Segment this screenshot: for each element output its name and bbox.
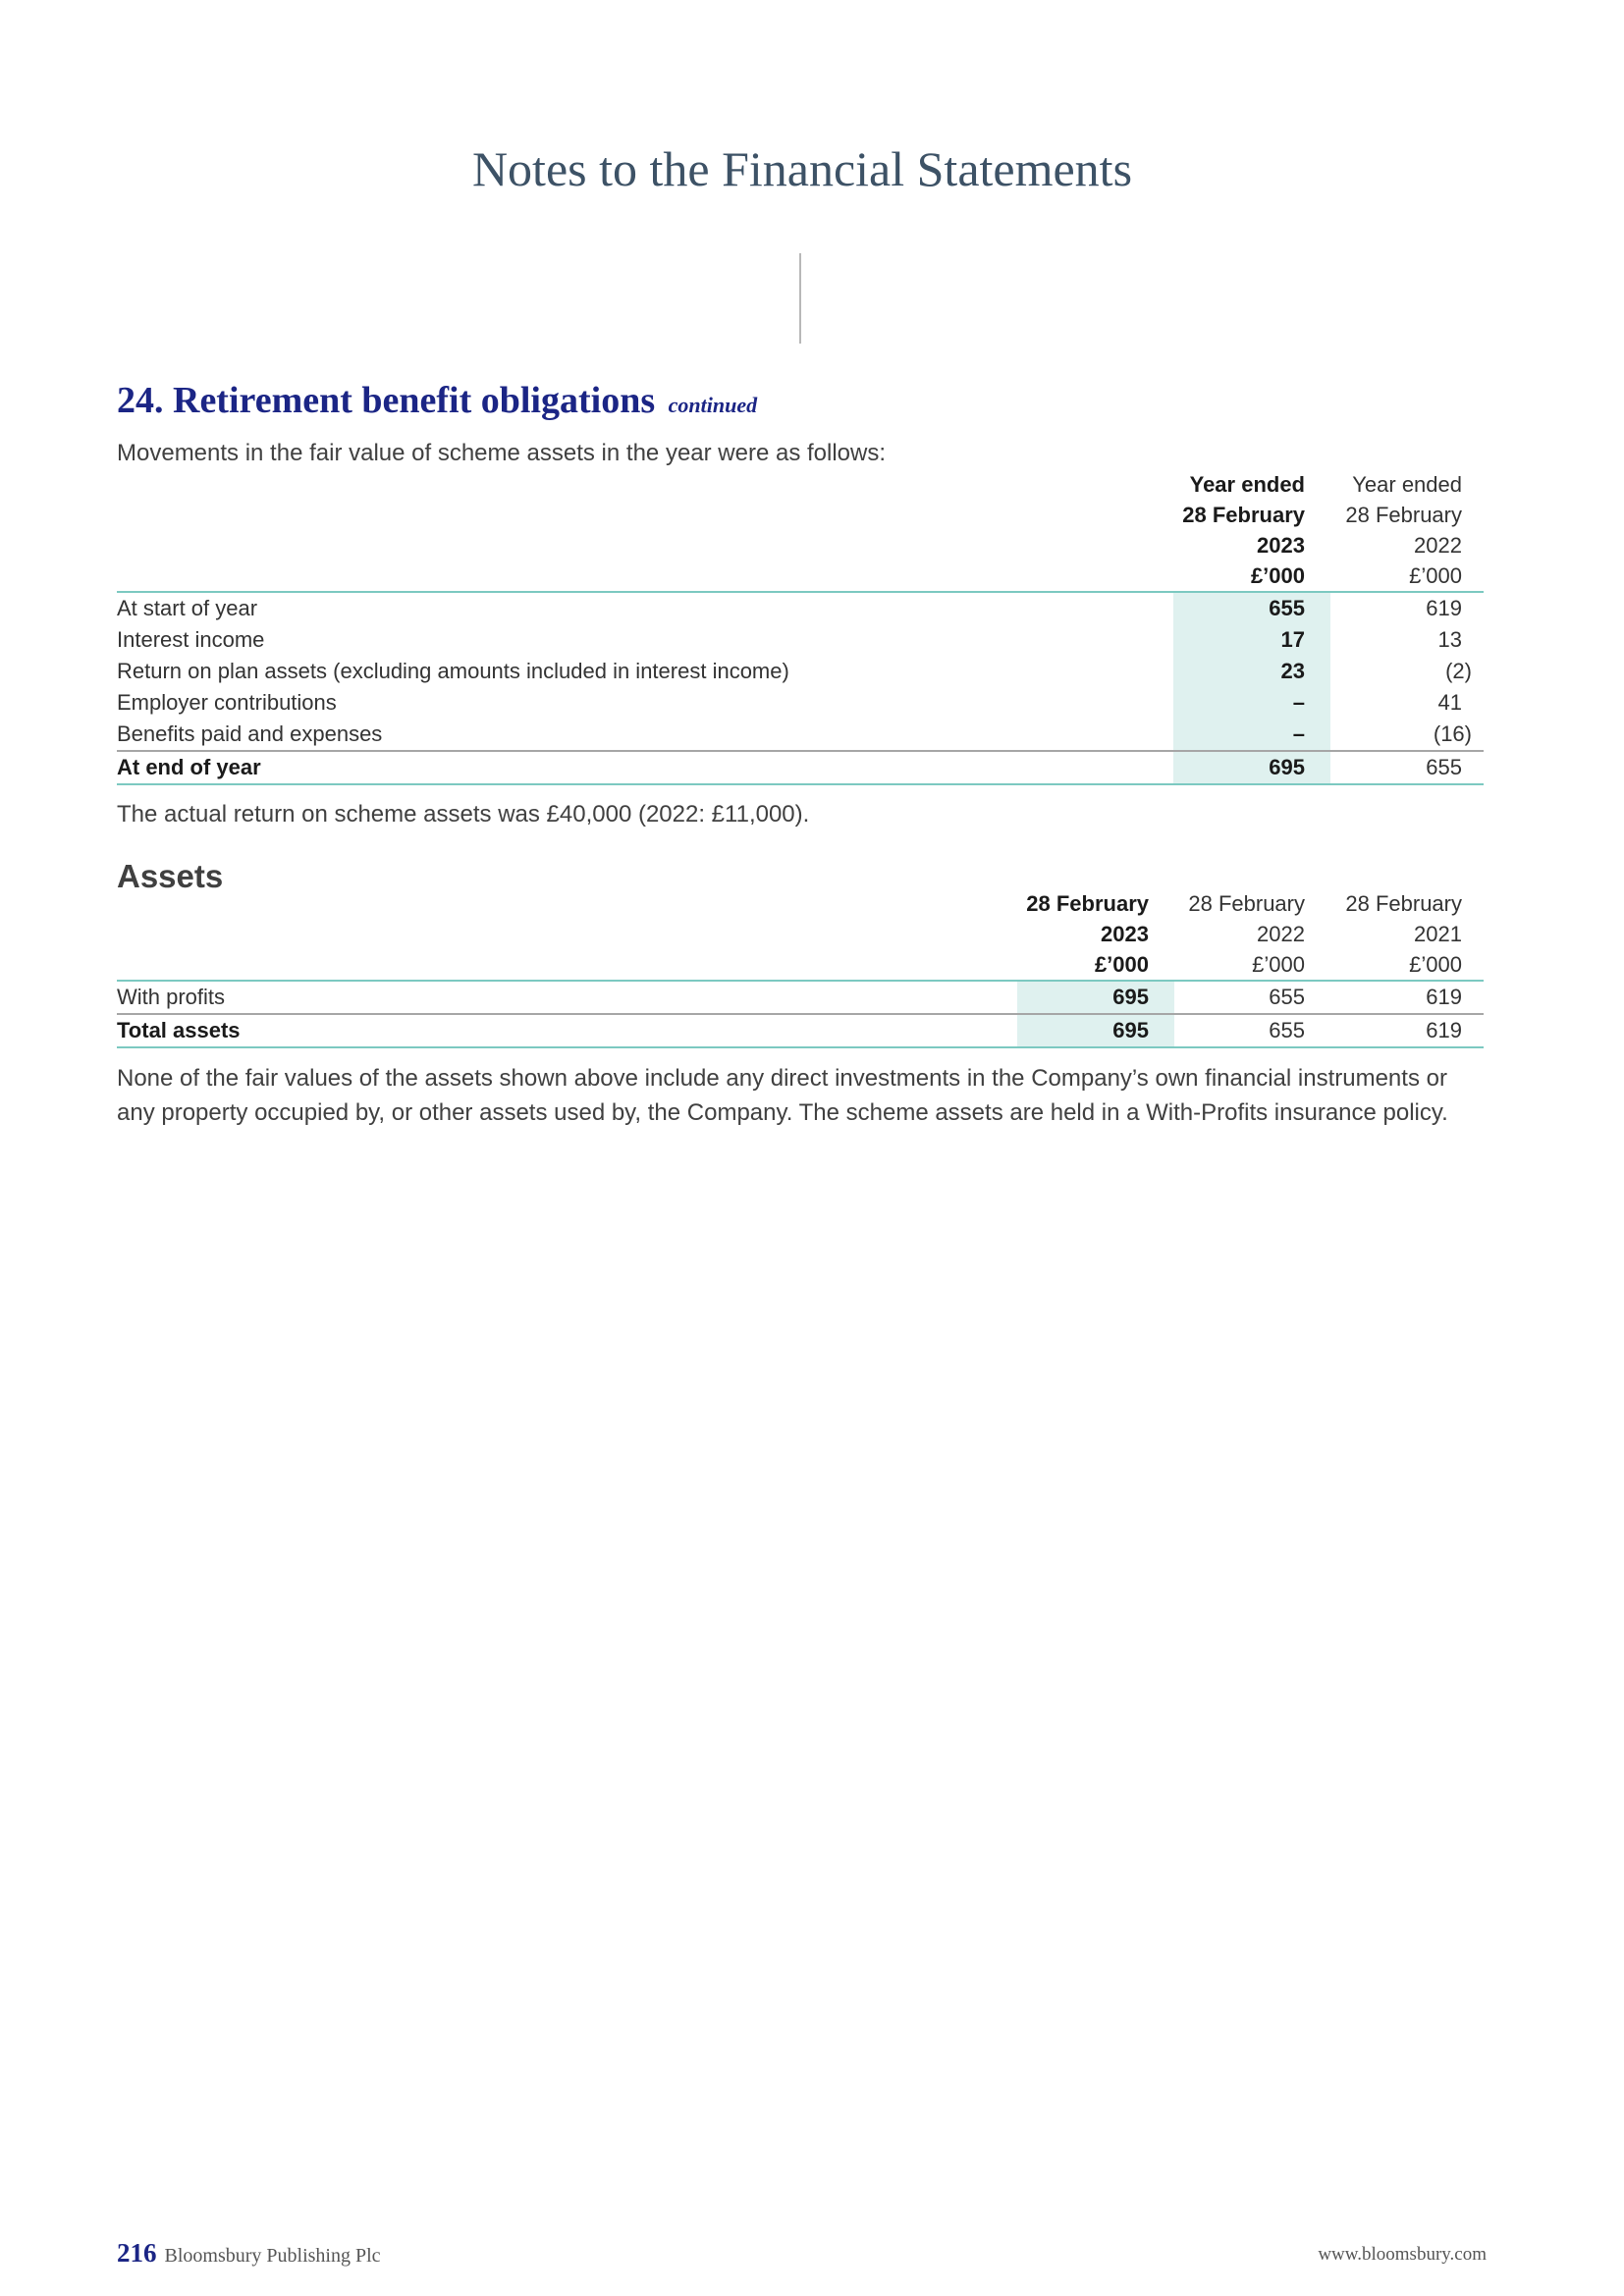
cell-value: (16) [1433,721,1472,746]
page-title: Notes to the Financial Statements [471,141,1133,196]
movements-total [117,752,1484,783]
header-divider [799,253,801,344]
column-header: £’000 [1409,563,1462,588]
table-row [117,624,1484,656]
column-header: 28 February [1345,503,1462,527]
column-header: 28 February [1345,891,1462,916]
assets-total [117,1015,1484,1046]
cell-value: 23 [1280,659,1305,683]
cell-value: 655 [1269,596,1305,620]
cell-value: 619 [1426,596,1462,620]
row-label: At start of year [117,596,258,620]
row-label: Return on plan assets (excluding amounts included in interest income) [117,659,789,683]
cell-value: – [1292,721,1305,746]
actual-return-note: The actual return on scheme assets was £40,000 (2022: £11,000). [117,801,810,828]
section-intro: Movements in the fair value of scheme assets in the year were as follows: [117,440,887,466]
movements-header [117,469,1484,591]
column-header: 28 February [1188,891,1305,916]
page-number: 216 [117,2238,157,2268]
cell-value: 17 [1280,627,1305,652]
footer-website: www.bloomsbury.com [1318,2244,1487,2265]
header-row [117,888,1484,919]
assets-header [117,888,1484,980]
header-row [117,561,1484,591]
header-row [117,500,1484,530]
row-label: With profits [117,985,226,1009]
table-row [117,719,1484,750]
movements-table [117,469,1484,785]
header-row [117,530,1484,561]
cell-value: 41 [1437,690,1462,715]
table-row [117,982,1484,1013]
column-header: 28 February [1182,503,1305,527]
assets-note: None of the fair values of the assets shown above include any direct investments in the Company’s own financial instruments or any property occupied by, or other assets used by, the Company. The scheme assets are held in a With-Profits insurance policy. [117,1065,1448,1126]
row-label: Interest income [117,627,265,652]
assets-heading: Assets [117,858,224,894]
cell-value: 695 [1112,1018,1149,1042]
row-label: At end of year [117,755,261,779]
row-label: Total assets [117,1018,241,1042]
footer-left [117,2238,381,2269]
total-row [117,752,1484,783]
column-header: 28 February [1026,891,1149,916]
cell-value: 655 [1269,985,1305,1009]
header-row [117,949,1484,980]
section-heading [117,379,757,422]
table-row [117,687,1484,719]
column-header: Year ended [1352,472,1462,497]
bottom-rule [117,1046,1484,1048]
cell-value: 619 [1426,985,1462,1009]
cell-value: 695 [1269,755,1305,779]
column-header: 2022 [1414,533,1462,558]
column-header: £’000 [1094,952,1149,977]
section-title: 24. Retirement benefit obligations [117,380,656,421]
column-header: 2021 [1414,922,1462,946]
table-row [117,593,1484,624]
bottom-rule [117,783,1484,785]
cell-value: 655 [1426,755,1462,779]
assets-table [117,888,1484,1048]
column-header: £’000 [1250,563,1305,588]
cell-value: 13 [1437,627,1462,652]
cell-value: 619 [1426,1018,1462,1042]
table-row [117,656,1484,687]
column-header: 2023 [1101,922,1149,946]
column-header: £’000 [1252,952,1305,977]
header-row [117,469,1484,500]
cell-value: – [1292,690,1305,715]
cell-value: 695 [1112,985,1149,1009]
total-row [117,1015,1484,1046]
cell-value: (2) [1445,659,1472,683]
footer-company: Bloomsbury Publishing Plc [164,2245,381,2267]
row-label: Benefits paid and expenses [117,721,383,746]
row-label: Employer contributions [117,690,337,715]
header-row [117,919,1484,949]
continued-label: continued [668,393,758,417]
column-header: 2023 [1257,533,1305,558]
cell-value: 655 [1269,1018,1305,1042]
assets-body [117,982,1484,1013]
column-header: £’000 [1409,952,1462,977]
column-header: 2022 [1257,922,1305,946]
column-header: Year ended [1189,472,1305,497]
movements-body [117,593,1484,750]
